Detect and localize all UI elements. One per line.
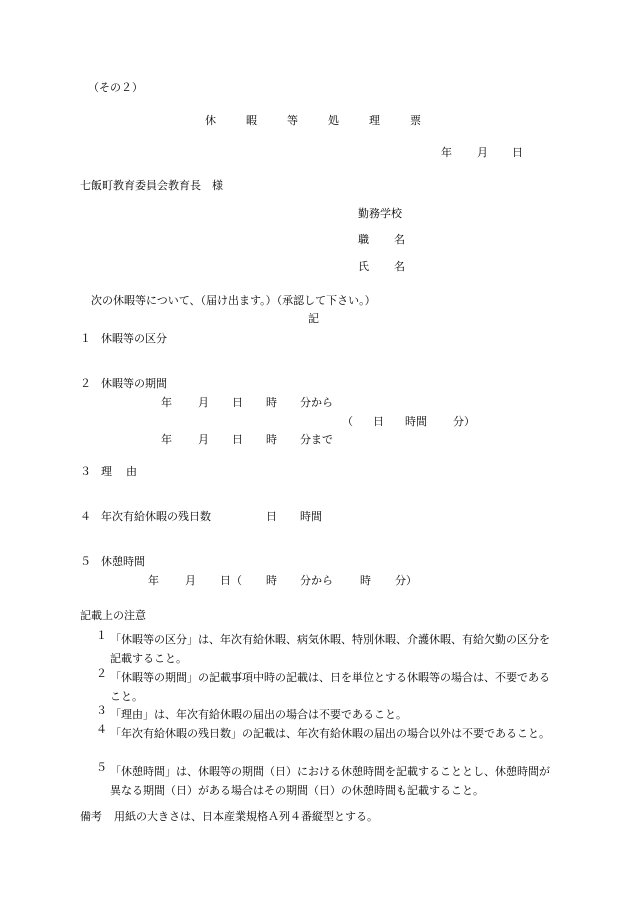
note-number: ５ [96, 761, 107, 774]
recipient: 七飯町教育委員会教育長 様 [80, 179, 223, 192]
note-number: １ [96, 629, 107, 642]
period-total-unit: （ [342, 415, 353, 428]
workplace-label: 勤務学校 [358, 207, 402, 220]
section5-number: ５ [80, 555, 91, 568]
title-char: 暇 [246, 114, 257, 127]
notes-heading: 記載上の注意 [80, 609, 146, 622]
section3-number: ３ [80, 465, 91, 478]
section1-number: １ [80, 332, 91, 345]
section4-number: ４ [80, 510, 91, 523]
break-unit: 月 [185, 574, 196, 587]
section5-label: 休憩時間 [101, 555, 145, 568]
section2-label: 休暇等の期間 [101, 377, 167, 390]
date-day: 日 [512, 146, 523, 159]
note-text: 「休暇等の区分」は、年次有給休暇、病気休暇、特別休暇、介護休暇、有給欠勤の区分を記載すること。 [110, 633, 550, 665]
break-unit: 時 [266, 574, 277, 587]
period-unit: 日 [232, 433, 243, 446]
date-year: 年 [441, 146, 452, 159]
period-unit: 分まで [300, 433, 333, 446]
title-char: 票 [410, 114, 421, 127]
note-text: 「休憩時間」は、休暇等の期間（日）における休憩時間を記載することとし、休憩時間が異なる期間（日）がある場合はその期間（日）の休憩時間も記載すること。 [110, 765, 550, 797]
remark-label: 備考 [80, 810, 102, 823]
break-unit: 年 [148, 574, 159, 587]
period-unit: 時 [266, 433, 277, 446]
break-unit: 時 [360, 574, 371, 587]
note-text: 「休暇等の期間」の記載事項中時の記載は、日を単位とする休暇等の場合は、不要であること。 [110, 671, 550, 703]
period-unit: 日 [232, 396, 243, 409]
form-number: （その２） [88, 81, 143, 94]
note-number: ２ [96, 667, 107, 680]
intro-text: 次の休暇等について、（届け出ます。）（承認して下さい。） [91, 294, 376, 307]
section4-unit: 日 [266, 510, 277, 523]
break-unit: 日（ [220, 574, 242, 587]
name-char: 名 [394, 260, 405, 273]
period-total-unit: 日 [373, 415, 384, 428]
break-unit: 分） [395, 574, 417, 587]
name-char: 氏 [358, 260, 369, 273]
note-number: ４ [96, 723, 107, 736]
period-unit: 分から [300, 396, 333, 409]
title-char: 理 [369, 114, 380, 127]
title-char: 処 [328, 114, 339, 127]
section3-label-char: 理 [101, 465, 112, 478]
section4-label: 年次有給休暇の残日数 [101, 510, 211, 523]
title-char: 休 [205, 114, 216, 127]
break-unit: 分から [300, 574, 333, 587]
note-text: 「理由」は、年次有給休暇の届出の場合は不要であること。 [110, 708, 407, 721]
period-unit: 月 [198, 396, 209, 409]
period-unit: 時 [266, 396, 277, 409]
period-unit: 年 [161, 433, 172, 446]
date-month: 月 [477, 146, 488, 159]
section2-number: ２ [80, 377, 91, 390]
period-total-unit: 分） [453, 415, 475, 428]
title-char: 等 [287, 114, 298, 127]
remark-text: 用紙の大きさは、日本産業規格Ａ列４番縦型とする。 [114, 810, 378, 823]
position-char: 名 [394, 233, 405, 246]
ki-heading: 記 [308, 312, 319, 325]
section3-label-char: 由 [126, 465, 137, 478]
section4-unit: 時間 [300, 510, 322, 523]
period-unit: 月 [198, 433, 209, 446]
period-unit: 年 [161, 396, 172, 409]
period-total-unit: 時間 [405, 415, 427, 428]
note-number: ３ [96, 704, 107, 717]
section1-label: 休暇等の区分 [101, 332, 167, 345]
position-char: 職 [358, 233, 369, 246]
note-text: 「年次有給休暇の残日数」の記載は、年次有給休暇の届出の場合以外は不要であること。 [110, 727, 550, 740]
